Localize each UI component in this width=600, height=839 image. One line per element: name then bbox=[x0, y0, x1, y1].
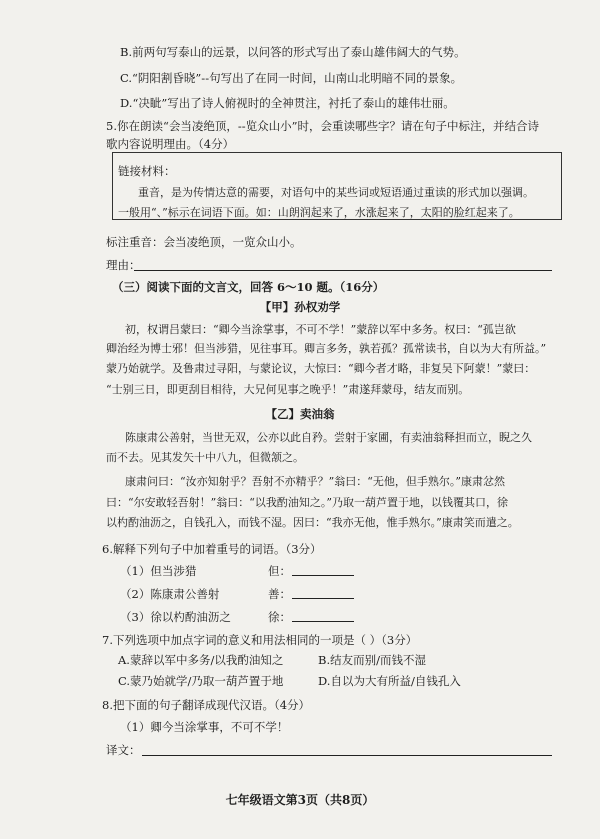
q7-option-a: A.蒙辞以军中多务/以我酌油知之 bbox=[118, 653, 284, 667]
q6-item2-answer-line[interactable] bbox=[292, 598, 354, 599]
yi-line-3: 康肃问曰：“汝亦知射乎？吾射不亦精乎？”翁曰：“无他，但手熟尔。”康肃忿然 bbox=[125, 475, 505, 488]
yi-title: 【乙】卖油翁 bbox=[265, 407, 335, 421]
q4-option-d: D.“决眦”写出了诗人俯视时的全神贯注，衬托了泰山的雄伟壮丽。 bbox=[120, 96, 455, 110]
jia-title: 【甲】孙权劝学 bbox=[259, 300, 341, 314]
reason-answer-line[interactable] bbox=[134, 270, 552, 271]
jia-line-4: “士别三日，即更刮目相待，大兄何见事之晚乎！”肃遂拜蒙母，结友而别。 bbox=[106, 383, 470, 396]
translation-label: 译文： bbox=[106, 743, 141, 757]
link-material-title: 链接材料： bbox=[118, 164, 176, 178]
link-material-line1: 重音，是为传情达意的需要，对语句中的某些词或短语通过重读的形式加以强调。 bbox=[138, 186, 534, 199]
q8-item1: （1）卿今当涂掌事，不可不学！ bbox=[120, 720, 289, 734]
translation-answer-line[interactable] bbox=[142, 755, 552, 756]
q6-item2-word: 善： bbox=[268, 587, 291, 601]
page-footer: 七年级语文第3页（共8页） bbox=[225, 793, 375, 807]
q8-title: 8.把下面的句子翻译成现代汉语。（4分） bbox=[102, 698, 311, 712]
q6-item1-answer-line[interactable] bbox=[292, 575, 354, 576]
section3-heading: （三）阅读下面的文言文，回答 6～10 题。（16分） bbox=[112, 280, 385, 294]
q4-option-c: C.“阴阳割昏晓”--句写出了在同一时间，山南山北明暗不同的景象。 bbox=[120, 71, 463, 85]
q4-option-b: B.前两句写泰山的远景，以问答的形式写出了泰山雄伟阔大的气势。 bbox=[120, 45, 466, 59]
q7-title: 7.下列选项中加点字词的意义和用法相同的一项是（ ）（3分） bbox=[102, 633, 418, 647]
q6-item3-sentence: （3）徐以杓酌油沥之 bbox=[120, 610, 231, 624]
q7-option-d: D.自以为大有所益/自钱孔入 bbox=[318, 674, 461, 688]
q6-item2-sentence: （2）陈康肃公善射 bbox=[120, 587, 220, 601]
jia-line-3: 蒙乃始就学。及鲁肃过寻阳，与蒙论议，大惊曰：“卿今者才略，非复吴下阿蒙！”蒙曰： bbox=[106, 362, 536, 375]
jia-line-2: 卿治经为博士邪！但当涉猎，见往事耳。卿言多务，孰若孤？孤常读书，自以为大有所益。” bbox=[106, 342, 547, 355]
jia-line-1: 初，权谓吕蒙曰：“卿今当涂掌事，不可不学！”蒙辞以军中多务。权曰：“孤岂欲 bbox=[125, 323, 516, 336]
q7-option-b: B.结友而别/而钱不湿 bbox=[318, 653, 426, 667]
q6-item3-answer-line[interactable] bbox=[292, 621, 354, 622]
reason-label: 理由： bbox=[106, 258, 141, 272]
yi-line-1: 陈康肃公善射，当世无双，公亦以此自矜。尝射于家圃，有卖油翁释担而立，睨之久 bbox=[125, 431, 532, 444]
q5-prompt-line2: 歌内容说明理由。（4分） bbox=[106, 137, 235, 151]
yi-line-4: 曰：“尔安敢轻吾射！”翁曰：“以我酌油知之。”乃取一葫芦置于地，以钱覆其口，徐 bbox=[106, 496, 508, 509]
q6-item1-word: 但： bbox=[268, 564, 291, 578]
q7-option-c: C.蒙乃始就学/乃取一葫芦置于地 bbox=[118, 674, 284, 688]
yi-line-5: 以杓酌油沥之，自钱孔入，而钱不湿。因曰：“我亦无他，惟手熟尔。”康肃笑而遣之。 bbox=[106, 516, 519, 529]
q5-prompt-line1: 5.你在朗读“会当凌绝顶，--览众山小”时，会重读哪些字？请在句子中标注，并结合诗 bbox=[106, 119, 539, 133]
stress-mark-label: 标注重音：会当凌绝顶，一览众山小。 bbox=[106, 235, 302, 249]
link-material-line2: 一般用“、”标示在词语下面。如：山朗润起来了，水涨起来了，太阳的脸红起来了。 bbox=[118, 206, 520, 219]
q6-item3-word: 徐： bbox=[268, 610, 291, 624]
yi-line-2: 而不去。见其发矢十中八九，但微颔之。 bbox=[106, 451, 304, 464]
q6-item1-sentence: （1）但当涉猎 bbox=[120, 564, 197, 578]
q6-title: 6.解释下列句子中加着重号的词语。（3分） bbox=[102, 542, 322, 556]
